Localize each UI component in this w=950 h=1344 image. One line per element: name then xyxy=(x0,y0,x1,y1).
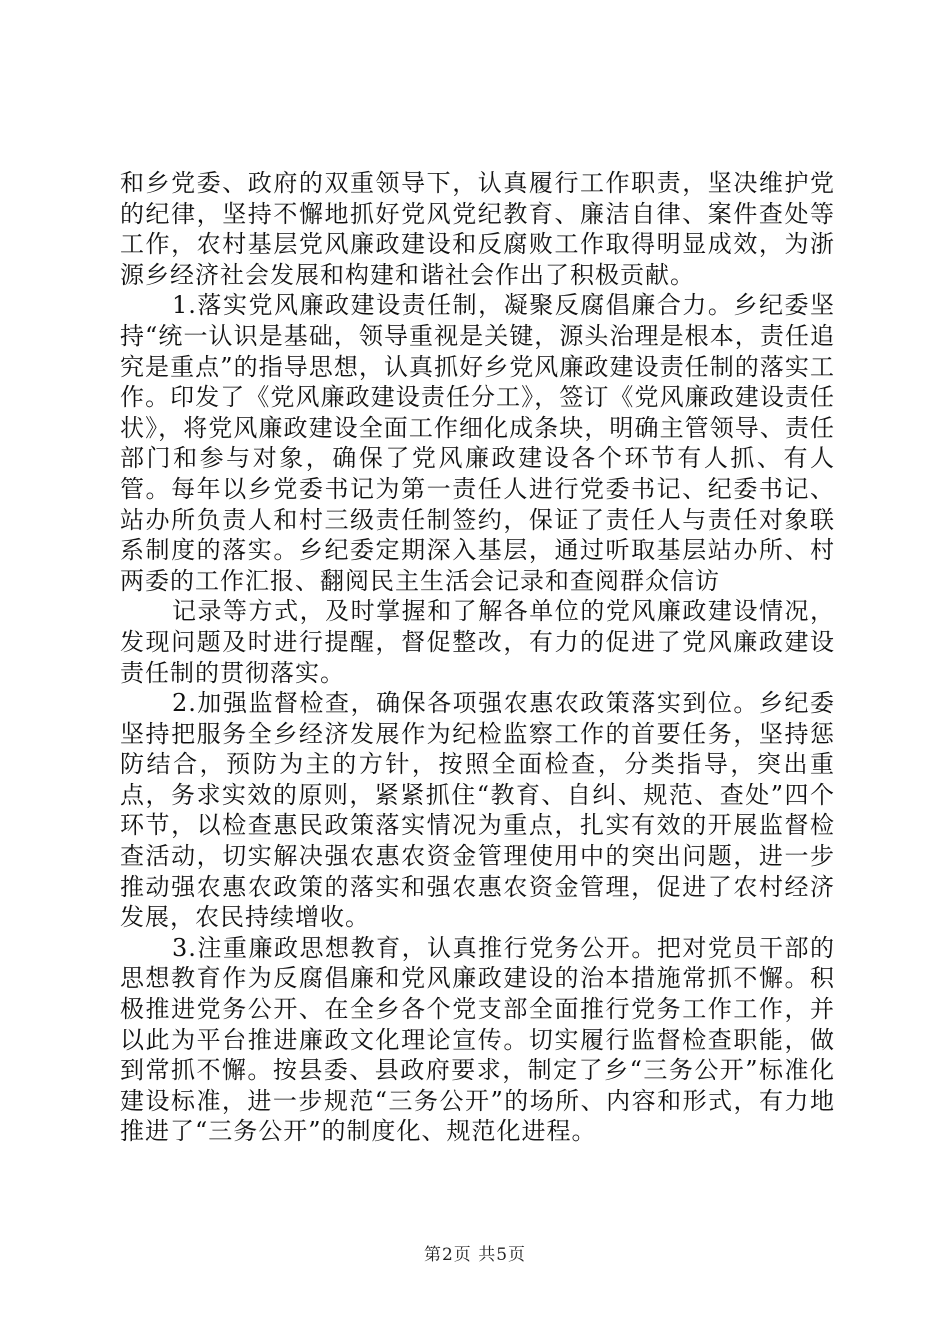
paragraph-5: 3.注重廉政思想教育，认真推行党务公开。把对党员干部的思想教育作为反腐倡廉和党风廉政建设的治本措施常抓不懈。积极推进党务公开、在全乡各个党支部全面推行党务工作工作，并以此为平台推进廉政文化理论宣传。切实履行监督检查职能，做到常抓不懈。按县委、县政府要求，制定了乡“三务公开”标准化建设标准，进一步规范“三务公开”的场所、内容和形式，有力地推进了“三务公开”的制度化、规范化进程。 xyxy=(120,933,835,1146)
paragraph-2: 1.落实党风廉政建设责任制，凝聚反腐倡廉合力。乡纪委坚持“统一认识是基础，领导重视是关键，源头治理是根本，责任追究是重点”的指导思想，认真抓好乡党风廉政建设责任制的落实工作。印发了《党风廉政建设责任分工》，签订《党风廉政建设责任状》，将党风廉政建设全面工作细化成条块，明确主管领导、责任部门和参与对象，确保了党风廉政建设各个环节有人抓、有人管。每年以乡党委书记为第一责任人进行党委书记、纪委书记、站办所负责人和村三级责任制签约，保证了责任人与责任对象联系制度的落实。乡纪委定期深入基层，通过听取基层站办所、村两委的工作汇报、翻阅民主生活会记录和查阅群众信访 xyxy=(120,291,835,595)
paragraph-4: 2.加强监督检查，确保各项强农惠农政策落实到位。乡纪委坚持把服务全乡经济发展作为纪检监察工作的首要任务，坚持惩防结合，预防为主的方针，按照全面检查，分类指导，突出重点，务求实效的原则，紧紧抓住“教育、自纠、规范、查处”四个环节，以检查惠民政策落实情况为重点，扎实有效的开展监督检查活动，切实解决强农惠农资金管理使用中的突出问题，进一步推动强农惠农政策的落实和强农惠农资金管理，促进了农村经济发展，农民持续增收。 xyxy=(120,689,835,932)
paragraph-3: 记录等方式，及时掌握和了解各单位的党风廉政建设情况，发现问题及时进行提醒，督促整改，有力的促进了党风廉政建设责任制的贯彻落实。 xyxy=(120,597,835,687)
document-body xyxy=(120,168,835,1147)
paragraph-1: 和乡党委、政府的双重领导下，认真履行工作职责，坚决维护党的纪律，坚持不懈地抓好党风党纪教育、廉洁自律、案件查处等工作，农村基层党风廉政建设和反腐败工作取得明显成效，为浙源乡经济社会发展和构建和谐社会作出了积极贡献。 xyxy=(120,169,835,289)
page-number-footer: 第2页 共5页 xyxy=(423,1245,527,1265)
